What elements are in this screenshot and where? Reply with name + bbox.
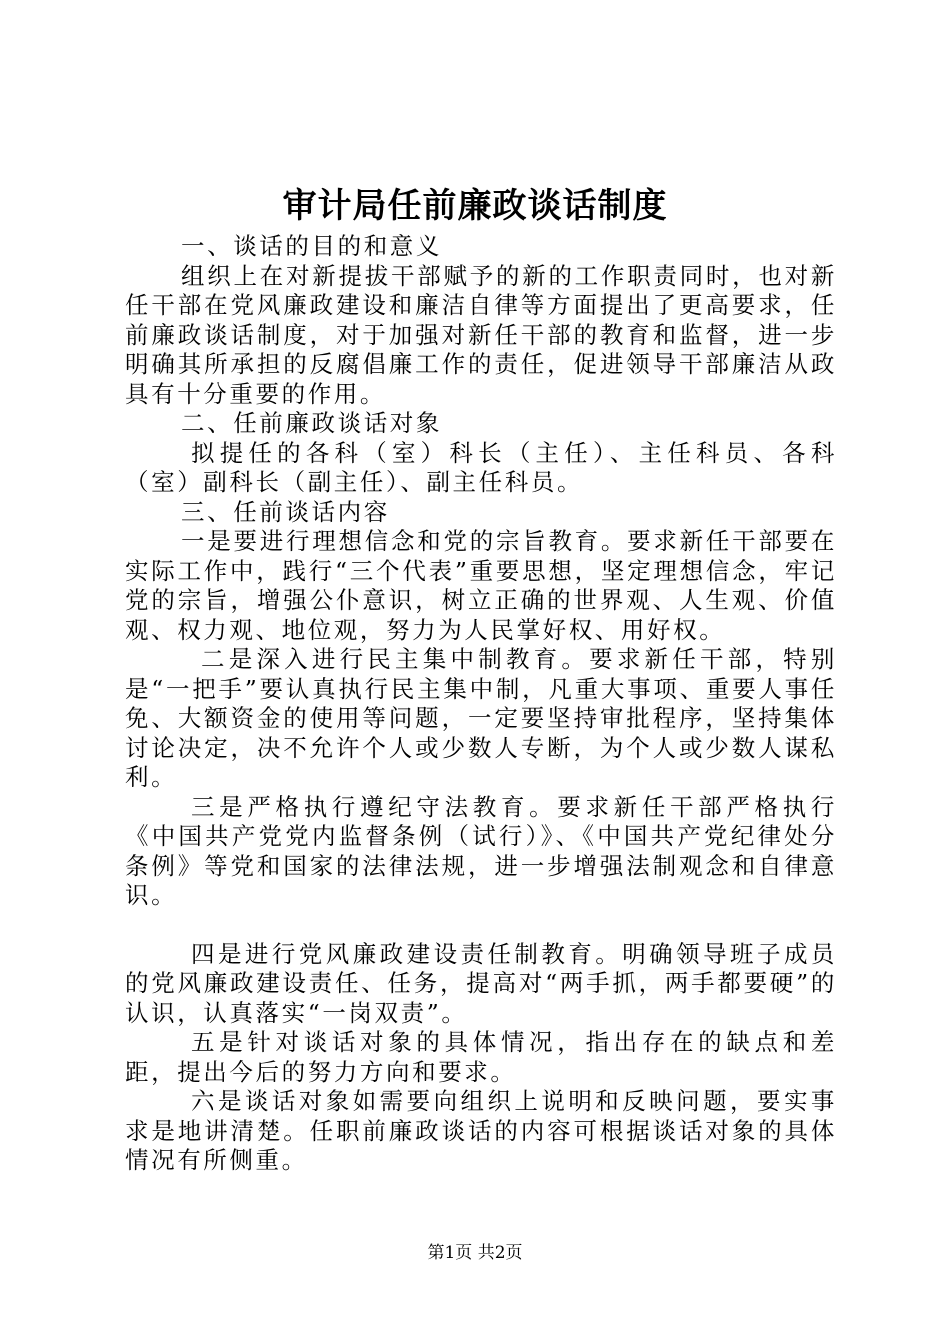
- paragraph-item-3: 三是严格执行遵纪守法教育。要求新任干部严格执行《中国共产党党内监督条例（试行）》、《中国共产党纪律处分条例》等党和国家的法律法规，进一步增强法制观念和自律意识。: [125, 792, 837, 909]
- paragraph-spacer: [125, 911, 837, 940]
- section-heading-2: 二、任前廉政谈话对象: [181, 409, 442, 437]
- paragraph-item-4: 四是进行党风廉政建设责任制教育。明确领导班子成员的党风廉政建设责任、任务，提高对“两手抓，两手都要硬”的认识，认真落实“一岗双责”。: [125, 939, 837, 1027]
- page-footer: 第1页 共2页: [427, 1243, 523, 1263]
- paragraph-item-5: 五是针对谈话对象的具体情况，指出存在的缺点和差距，提出今后的努力方向和要求。: [125, 1028, 837, 1086]
- paragraph-item-1: 一是要进行理想信念和党的宗旨教育。要求新任干部要在实际工作中，践行“三个代表”重要思想，坚定理想信念，牢记党的宗旨，增强公仆意识，树立正确的世界观、人生观、价值观、权力观、地位观，努力为人民掌好权、用好权。: [125, 527, 837, 644]
- paragraph-purpose: 组织上在对新提拔干部赋予的新的工作职责同时，也对新任干部在党风廉政建设和廉洁自律等方面提出了更高要求，任前廉政谈话制度，对于加强对新任干部的教育和监督，进一步明确其所承担的反腐倡廉工作的责任，促进领导干部廉洁从政具有十分重要的作用。: [125, 261, 837, 408]
- paragraph-item-2: 二是深入进行民主集中制教育。要求新任干部，特别是“一把手”要认真执行民主集中制，凡重大事项、重要人事任免、大额资金的使用等问题，一定要坚持审批程序，坚持集体讨论决定，决不允许个人或少数人专断，为个人或少数人谋私利。: [125, 645, 837, 791]
- section-heading-1: 一、谈话的目的和意义: [181, 232, 442, 260]
- paragraph-targets: 拟提任的各科（室）科长（主任）、主任科员、各科（室）副科长（副主任）、副主任科员。: [125, 438, 837, 496]
- document-body: [125, 232, 837, 1176]
- document-title: 审计局任前廉政谈话制度: [282, 186, 668, 226]
- paragraph-item-6: 六是谈话对象如需要向组织上说明和反映问题，要实事求是地讲清楚。任职前廉政谈话的内容可根据谈话对象的具体情况有所侧重。: [125, 1087, 837, 1174]
- section-heading-3: 三、任前谈话内容: [181, 497, 390, 526]
